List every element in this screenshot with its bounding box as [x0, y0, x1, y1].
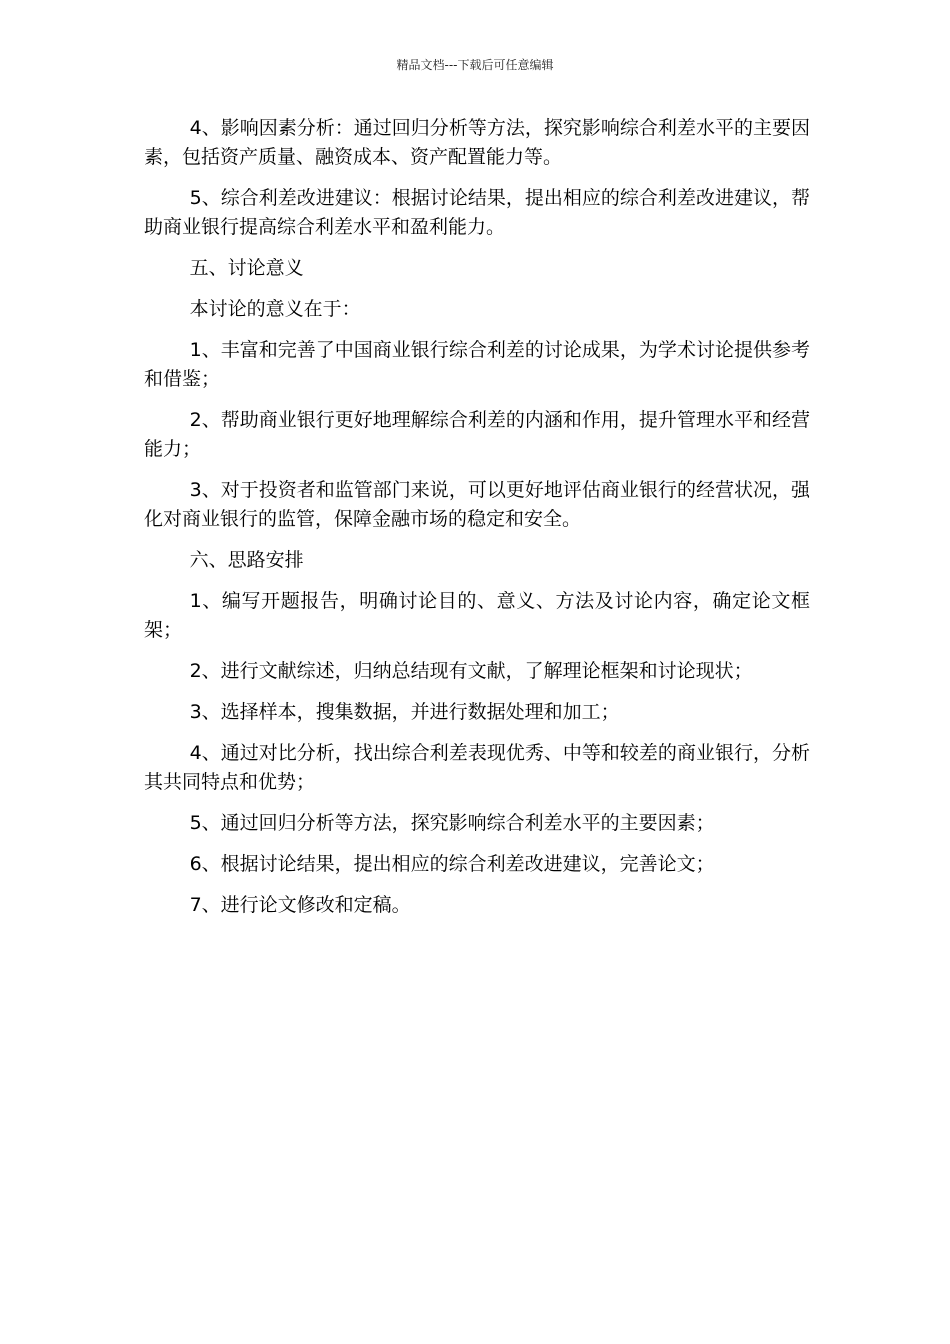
- document-body: [144, 114, 810, 932]
- paragraph-plan-2: 2、进行文献综述，归纳总结现有文献，了解理论框架和讨论现状；: [189, 660, 753, 682]
- paragraph-plan-4: 4、通过对比分析，找出综合利差表现优秀、中等和较差的商业银行，分析其共同特点和优势；: [144, 742, 810, 793]
- paragraph-improvement-suggestions: 5、综合利差改进建议：根据讨论结果，提出相应的综合利差改进建议，帮助商业银行提高综合利差水平和盈利能力。: [144, 187, 810, 238]
- paragraph-significance-1: 1、丰富和完善了中国商业银行综合利差的讨论成果，为学术讨论提供参考和借鉴；: [144, 339, 810, 390]
- paragraph-plan-3: 3、选择样本，搜集数据，并进行数据处理和加工；: [189, 701, 620, 723]
- page-header: 精品文档---下载后可任意编辑: [396, 58, 554, 72]
- section-heading-significance: 五、讨论意义: [189, 257, 304, 279]
- paragraph-plan-1: 1、编写开题报告，明确讨论目的、意义、方法及讨论内容，确定论文框架；: [144, 590, 810, 641]
- paragraph-plan-6: 6、根据讨论结果，提出相应的综合利差改进建议，完善论文；: [189, 853, 715, 875]
- paragraph-significance-2: 2、帮助商业银行更好地理解综合利差的内涵和作用，提升管理水平和经营能力；: [144, 409, 810, 460]
- paragraph-significance-3: 3、对于投资者和监管部门来说，可以更好地评估商业银行的经营状况，强化对商业银行的监管，保障金融市场的稳定和安全。: [144, 479, 810, 530]
- paragraph-significance-intro: 本讨论的意义在于：: [189, 298, 361, 320]
- section-heading-plan: 六、思路安排: [189, 549, 304, 571]
- paragraph-plan-7: 7、进行论文修改和定稿。: [189, 894, 411, 916]
- paragraph-factor-analysis: 4、影响因素分析：通过回归分析等方法，探究影响综合利差水平的主要因素，包括资产质量、融资成本、资产配置能力等。: [144, 117, 810, 168]
- paragraph-plan-5: 5、通过回归分析等方法，探究影响综合利差水平的主要因素；: [189, 812, 715, 834]
